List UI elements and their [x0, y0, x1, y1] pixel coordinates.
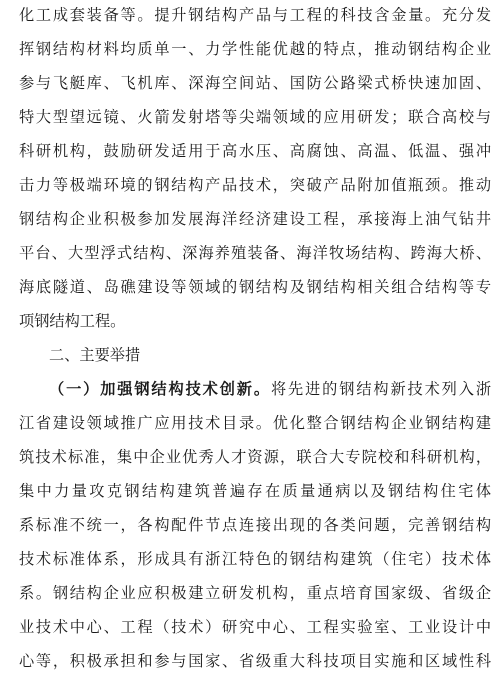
body-text-line: 钢结构企业积极参加发展海洋经济建设工程，承接海上油气钻井 [19, 210, 491, 228]
subsection-heading: （一）加强钢结构技术创新。 [49, 380, 271, 398]
body-text-line: 化工成套装备等。提升钢结构产品与工程的科技含金量。充分发 [19, 6, 491, 24]
body-text-line: 击力等极端环境的钢结构产品技术，突破产品附加值瓶颈。推动 [19, 176, 491, 194]
body-text-line: 参与飞艇库、飞机库、深海空间站、国防公路梁式桥快速加固、 [19, 74, 491, 92]
body-text-line: 挥钢结构材料均质单一、力学性能优越的特点，推动钢结构企业 [19, 40, 491, 58]
body-text-line: 特大型望远镜、火箭发射塔等尖端领域的应用研发；联合高校与 [19, 108, 491, 126]
body-text-line: 系。钢结构企业应积极建立研发机构，重点培育国家级、省级企 [19, 584, 491, 602]
body-text-line: 项钢结构工程。 [19, 312, 126, 330]
section-heading: 二、主要举措 [49, 346, 141, 364]
body-text-line: 江省建设领域推广应用技术目录。优化整合钢结构企业钢结构建 [19, 414, 491, 432]
body-text-line: 海底隧道、岛礁建设等领域的钢结构及钢结构相关组合结构等专 [19, 278, 491, 296]
paragraph-first-line [49, 377, 491, 401]
body-text-line: 业技术中心、工程（技术）研究中心、工程实验室、工业设计中 [19, 618, 491, 636]
body-text-line: 平台、大型浮式结构、深海养殖装备、海洋牧场结构、跨海大桥、 [19, 244, 491, 262]
body-text-line: 心等，积极承担和参与国家、省级重大科技项目实施和区域性科 [19, 652, 491, 670]
body-text-fragment: 将先进的钢结构新技术列入浙 [270, 380, 491, 398]
body-text-line: 系标准不统一，各构配件节点连接出现的各类问题，完善钢结构 [19, 516, 491, 534]
body-text-line: 集中力量攻克钢结构建筑普遍存在质量通病以及钢结构住宅体 [19, 482, 491, 500]
body-text-line: 科研机构，鼓励研发适用于高水压、高腐蚀、高温、低温、强冲 [19, 142, 491, 160]
body-text-line: 技术标准体系，形成具有浙江特色的钢结构建筑（住宅）技术体 [19, 550, 491, 568]
body-text-line: 筑技术标准，集中企业优秀人才资源，联合大专院校和科研机构， [19, 448, 491, 466]
